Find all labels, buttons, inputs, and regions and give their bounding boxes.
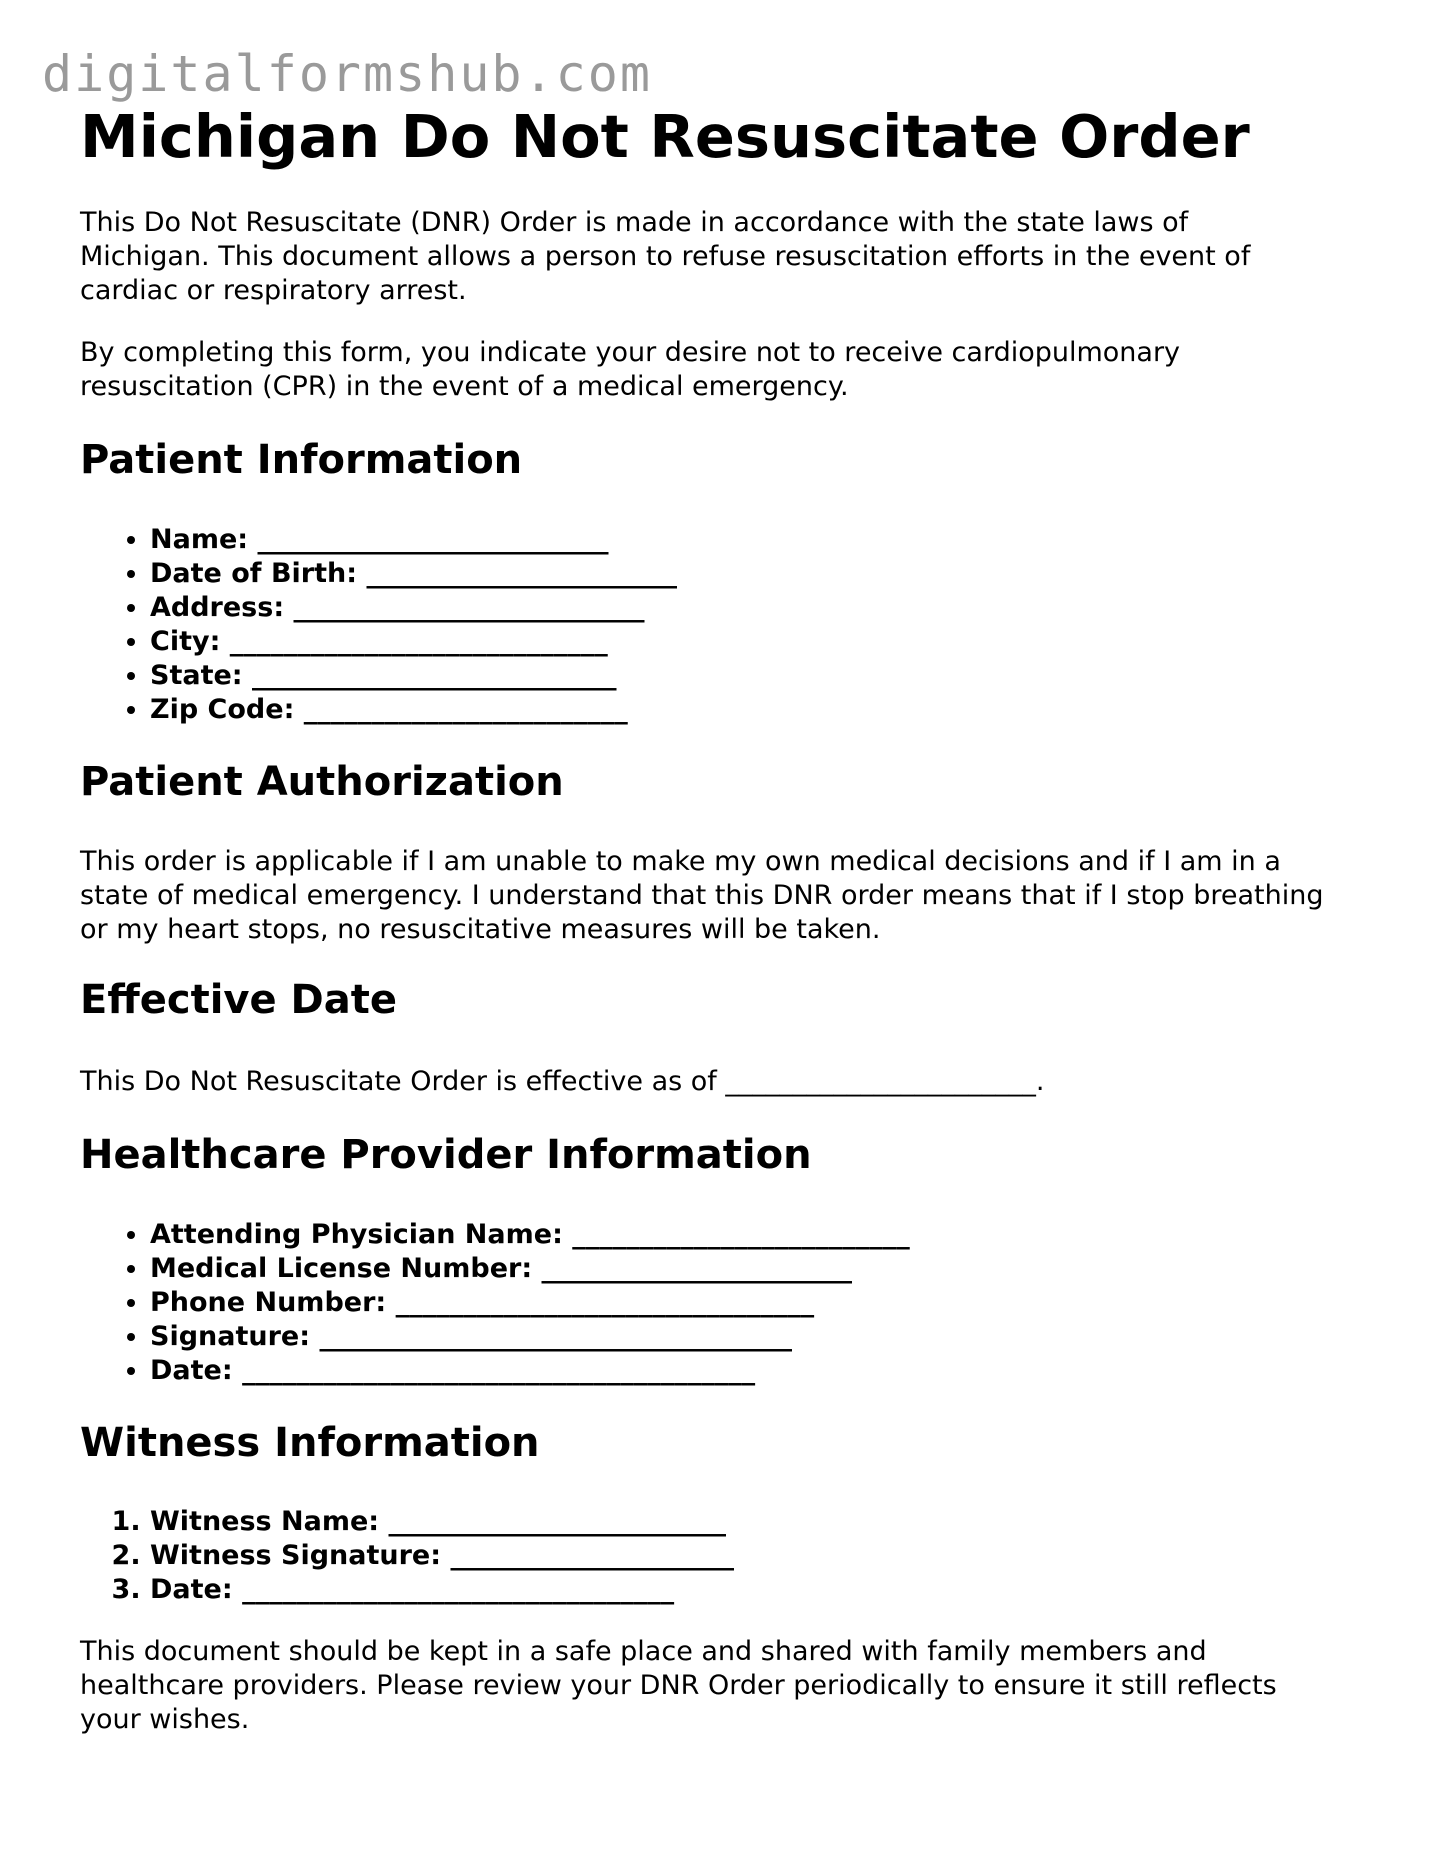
- field-label: Name:: [150, 524, 249, 555]
- field-label: Witness Name:: [150, 1506, 380, 1537]
- provider-date-field[interactable]: [150, 1354, 910, 1388]
- intro-paragraph-1: This Do Not Resuscitate (DNR) Order is made in accordance with the state laws of Michigan. This document allows a person to refuse resuscitation efforts in the event of cardiac or respiratory arrest.: [80, 207, 1251, 306]
- patient-address-field[interactable]: [150, 591, 677, 625]
- patient-information-heading: Patient Information: [80, 437, 523, 483]
- closing-paragraph: This document should be kept in a safe place and shared with family members and healthcare providers. Please review your DNR Order periodically to ensure it still reflects your wishes.: [80, 1636, 1277, 1735]
- patient-authorization-text: This order is applicable if I am unable to make my own medical decisions and if I am in a state of medical emergency. I understand that this DNR order means that if I stop breathing or my heart stops, no resuscitative measures will be taken.: [80, 846, 1324, 945]
- patient-city-field[interactable]: [150, 625, 677, 659]
- witness-name-field[interactable]: [150, 1505, 734, 1539]
- field-label: Address:: [150, 592, 285, 623]
- phone-number-field[interactable]: [150, 1286, 910, 1320]
- patient-zip-field[interactable]: [150, 693, 677, 727]
- field-blank[interactable]: _____________________: [450, 1540, 734, 1571]
- field-label: Date:: [150, 1355, 233, 1386]
- field-label: Attending Physician Name:: [150, 1219, 563, 1250]
- field-blank[interactable]: ___________________________________: [319, 1321, 792, 1352]
- watermark: digitalformshub.com: [42, 45, 652, 103]
- field-label: State:: [150, 660, 243, 691]
- field-blank[interactable]: ___________________________: [252, 660, 617, 691]
- field-label: Date of Birth:: [150, 558, 358, 589]
- field-blank[interactable]: ________________________________: [242, 1574, 675, 1605]
- field-label: City:: [150, 626, 221, 657]
- effective-date-text: This Do Not Resuscitate Order is effective as of _______________________.: [80, 1066, 1045, 1097]
- patient-information-list: [80, 523, 677, 727]
- healthcare-provider-heading: Healthcare Provider Information: [80, 1132, 812, 1178]
- patient-state-field[interactable]: [150, 659, 677, 693]
- field-label: Signature:: [150, 1321, 311, 1352]
- field-blank[interactable]: ____________________________: [229, 626, 608, 657]
- field-label: Date:: [150, 1574, 233, 1605]
- witness-information-heading: Witness Information: [80, 1420, 540, 1466]
- field-blank[interactable]: _______________________: [541, 1253, 853, 1284]
- provider-signature-field[interactable]: [150, 1320, 910, 1354]
- patient-authorization-heading: Patient Authorization: [80, 759, 564, 805]
- witness-information-list: [80, 1505, 734, 1607]
- field-blank[interactable]: ________________________: [303, 694, 628, 725]
- field-blank[interactable]: _________________________: [388, 1506, 726, 1537]
- field-label: Witness Signature:: [150, 1540, 442, 1571]
- intro-paragraph-2: By completing this form, you indicate your desire not to receive cardiopulmonary resuscitation (CPR) in the event of a medical emergency.: [80, 337, 1181, 402]
- field-blank[interactable]: _________________________: [572, 1219, 910, 1250]
- field-label: Medical License Number:: [150, 1253, 533, 1284]
- patient-name-field[interactable]: [150, 523, 677, 557]
- field-blank[interactable]: ______________________________________: [242, 1355, 756, 1386]
- field-blank[interactable]: _______________________: [366, 558, 677, 589]
- field-blank[interactable]: __________________________: [257, 524, 609, 555]
- witness-signature-field[interactable]: [150, 1539, 734, 1573]
- field-blank[interactable]: __________________________: [293, 592, 645, 623]
- effective-date-heading: Effective Date: [80, 977, 397, 1023]
- field-label: Phone Number:: [150, 1287, 387, 1318]
- healthcare-provider-list: [80, 1218, 910, 1388]
- physician-name-field[interactable]: [150, 1218, 910, 1252]
- field-blank[interactable]: _______________________________: [395, 1287, 815, 1318]
- witness-date-field[interactable]: [150, 1573, 734, 1607]
- field-label: Zip Code:: [150, 694, 295, 725]
- page-title: Michigan Do Not Resuscitate Order: [80, 102, 1250, 171]
- license-number-field[interactable]: [150, 1252, 910, 1286]
- patient-dob-field[interactable]: [150, 557, 677, 591]
